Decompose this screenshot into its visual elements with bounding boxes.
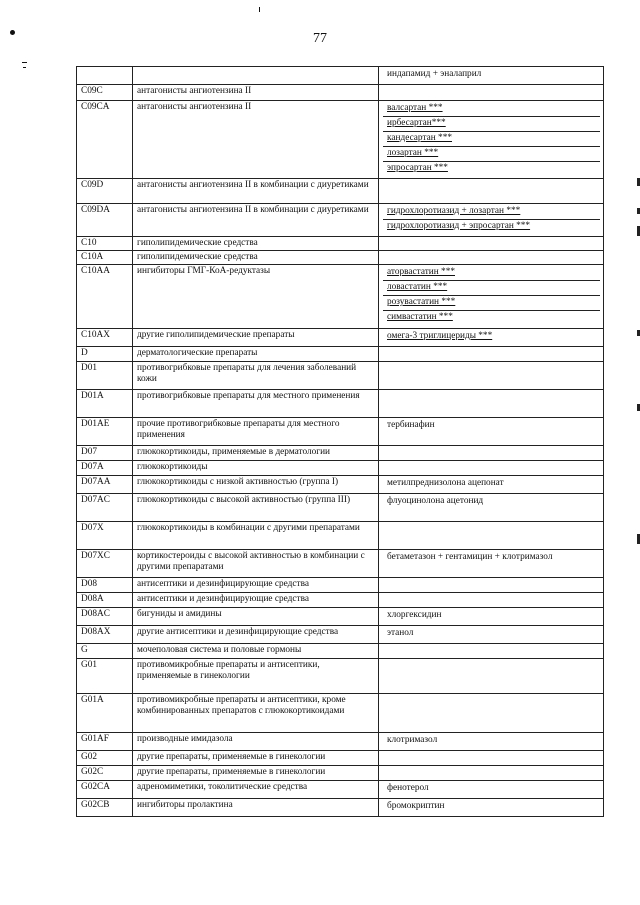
drug-names-cell: [379, 608, 604, 626]
drug-name: индапамид + эналаприл: [387, 69, 482, 79]
group-name-cell: гиполипидемические средства: [133, 251, 379, 265]
atc-code-cell: C10: [77, 237, 133, 251]
table-row: [77, 265, 604, 329]
drug-name: омега-3 триглицериды ***: [387, 331, 493, 341]
drug-names-cell: [379, 751, 604, 766]
drug-name: бромокриптин: [387, 801, 445, 811]
drug-name-line: [383, 132, 600, 147]
drug-names-cell: [379, 179, 604, 204]
drug-name-line: [383, 205, 600, 220]
drug-names-cell: [379, 578, 604, 593]
table-row: [77, 204, 604, 237]
group-name-cell: бигуниды и амидины: [133, 608, 379, 626]
table-row: [77, 494, 604, 522]
scan-speck: [259, 7, 260, 12]
table-row: [77, 237, 604, 251]
drug-name: валсартан ***: [387, 103, 443, 113]
drug-name-line: [383, 734, 600, 749]
atc-code-cell: G01AF: [77, 733, 133, 751]
atc-code-cell: D08: [77, 578, 133, 593]
drug-name: бетаметазон + гентамицин + клотримазол: [387, 552, 553, 562]
page-number: 77: [313, 31, 327, 46]
drug-name-line: [383, 147, 600, 162]
drug-name: симвастатин ***: [387, 312, 453, 322]
drug-name: клотримазол: [387, 735, 438, 745]
drug-names-cell: [379, 237, 604, 251]
drug-name: фенотерол: [387, 783, 429, 793]
drug-names-cell: [379, 85, 604, 101]
group-name-cell: другие препараты, применяемые в гинекологии: [133, 751, 379, 766]
atc-code-cell: D07AC: [77, 494, 133, 522]
table-row: [77, 101, 604, 179]
drug-name-line: [383, 296, 600, 311]
atc-code-cell: C10A: [77, 251, 133, 265]
drug-names-cell: [379, 446, 604, 461]
group-name-cell: дерматологические препараты: [133, 347, 379, 362]
table-row: [77, 781, 604, 799]
drug-name-line: [383, 330, 600, 345]
drug-names-cell: [379, 781, 604, 799]
atc-code-cell: G01: [77, 659, 133, 694]
drug-name: хлоргексидин: [387, 610, 442, 620]
drug-name-line: [383, 495, 600, 510]
atc-code-cell: C09D: [77, 179, 133, 204]
group-name-cell: противомикробные препараты и антисептики, применяемые в гинекологии: [133, 659, 379, 694]
atc-code-cell: D01A: [77, 390, 133, 418]
drug-name: этанол: [387, 628, 414, 638]
atc-code-cell: G02CA: [77, 781, 133, 799]
atc-code-cell: [77, 67, 133, 85]
table-row: [77, 608, 604, 626]
atc-code-cell: G02C: [77, 766, 133, 781]
drug-names-cell: [379, 550, 604, 578]
atc-code-cell: D07A: [77, 461, 133, 476]
atc-code-cell: C09CA: [77, 101, 133, 179]
atc-code-cell: D07XC: [77, 550, 133, 578]
atc-code-cell: G: [77, 644, 133, 659]
drug-name-line: [383, 477, 600, 492]
group-name-cell: противомикробные препараты и антисептики, кроме комбинированных препаратов с глюкокортикоидами: [133, 694, 379, 733]
table-row: [77, 593, 604, 608]
atc-code-cell: D01AE: [77, 418, 133, 446]
table-row: [77, 751, 604, 766]
table-row: [77, 347, 604, 362]
group-name-cell: ингибиторы ГМГ-КоА-редуктазы: [133, 265, 379, 329]
drug-names-cell: [379, 476, 604, 494]
drug-name: тербинафин: [387, 420, 435, 430]
drug-name: гидрохлоротиазид + лозартан ***: [387, 206, 521, 216]
drug-names-cell: [379, 251, 604, 265]
drug-names-cell: [379, 347, 604, 362]
drug-names-cell: [379, 362, 604, 390]
drug-name: ловастатин ***: [387, 282, 448, 292]
group-name-cell: антисептики и дезинфицирующие средства: [133, 578, 379, 593]
drug-names-cell: [379, 390, 604, 418]
group-name-cell: мочеполовая система и половые гормоны: [133, 644, 379, 659]
drug-names-cell: [379, 766, 604, 781]
drug-name-line: [383, 551, 600, 566]
drug-names-cell: [379, 67, 604, 85]
table-row: [77, 733, 604, 751]
group-name-cell: другие гиполипидемические препараты: [133, 329, 379, 347]
group-name-cell: антагонисты ангиотензина II: [133, 101, 379, 179]
drug-names-cell: [379, 694, 604, 733]
table-row: [77, 799, 604, 817]
drug-name: гидрохлоротиазид + эпросартан ***: [387, 221, 531, 231]
group-name-cell: адреномиметики, токолитические средства: [133, 781, 379, 799]
table-row: [77, 329, 604, 347]
table-row: [77, 179, 604, 204]
table-row: [77, 362, 604, 390]
atc-drug-table: [76, 66, 604, 817]
atc-code-cell: C10AX: [77, 329, 133, 347]
drug-name: метилпреднизолона ацепонат: [387, 478, 504, 488]
group-name-cell: глюкокортикоиды с высокой активностью (группа III): [133, 494, 379, 522]
drug-names-cell: [379, 733, 604, 751]
drug-name: лозартан ***: [387, 148, 439, 158]
drug-name-line: [383, 68, 600, 83]
table-row: [77, 626, 604, 644]
group-name-cell: ингибиторы пролактина: [133, 799, 379, 817]
drug-name-line: [383, 800, 600, 815]
atc-code-cell: D08AX: [77, 626, 133, 644]
table-row: [77, 390, 604, 418]
group-name-cell: глюкокортикоиды с низкой активностью (группа I): [133, 476, 379, 494]
table-row: [77, 476, 604, 494]
drug-name: кандесартан ***: [387, 133, 453, 143]
drug-names-cell: [379, 522, 604, 550]
drug-name: аторвастатин ***: [387, 267, 455, 277]
drug-name-line: [383, 782, 600, 797]
atc-table-body: [77, 67, 604, 817]
atc-code-cell: C09DA: [77, 204, 133, 237]
table-row: [77, 659, 604, 694]
atc-code-cell: D07AA: [77, 476, 133, 494]
group-name-cell: глюкокортикоиды, применяемые в дерматологии: [133, 446, 379, 461]
atc-code-cell: G02CB: [77, 799, 133, 817]
atc-code-cell: G02: [77, 751, 133, 766]
drug-name: флуоцинолона ацетонид: [387, 496, 484, 506]
group-name-cell: кортикостероиды с высокой активностью в комбинации с другими препаратами: [133, 550, 379, 578]
drug-name-line: [383, 609, 600, 624]
drug-names-cell: [379, 418, 604, 446]
table-row: [77, 85, 604, 101]
drug-name-line: [383, 266, 600, 281]
drug-name: розувастатин ***: [387, 297, 456, 307]
atc-code-cell: G01A: [77, 694, 133, 733]
drug-names-cell: [379, 799, 604, 817]
group-name-cell: антисептики и дезинфицирующие средства: [133, 593, 379, 608]
group-name-cell: глюкокортикоиды: [133, 461, 379, 476]
table-row: [77, 446, 604, 461]
group-name-cell: производные имидазола: [133, 733, 379, 751]
scan-speck: [22, 62, 27, 63]
atc-code-cell: D08AC: [77, 608, 133, 626]
drug-names-cell: [379, 626, 604, 644]
drug-names-cell: [379, 593, 604, 608]
table-row: [77, 644, 604, 659]
atc-code-cell: D01: [77, 362, 133, 390]
drug-name-line: [383, 117, 600, 132]
group-name-cell: антагонисты ангиотензина II в комбинации с диуретиками: [133, 204, 379, 237]
atc-code-cell: C09C: [77, 85, 133, 101]
atc-code-cell: D07X: [77, 522, 133, 550]
drug-name-line: [383, 102, 600, 117]
group-name-cell: противогрибковые препараты для лечения заболеваний кожи: [133, 362, 379, 390]
drug-name-line: [383, 311, 600, 326]
atc-code-cell: D07: [77, 446, 133, 461]
scan-speck: [23, 67, 26, 68]
group-name-cell: прочие противогрибковые препараты для местного применения: [133, 418, 379, 446]
group-name-cell: другие антисептики и дезинфицирующие средства: [133, 626, 379, 644]
drug-names-cell: [379, 644, 604, 659]
drug-names-cell: [379, 265, 604, 329]
drug-name-line: [383, 627, 600, 642]
drug-names-cell: [379, 461, 604, 476]
table-row: [77, 550, 604, 578]
drug-name: ирбесартан***: [387, 118, 446, 128]
table-row: [77, 766, 604, 781]
table-row: [77, 418, 604, 446]
table-row: [77, 251, 604, 265]
group-name-cell: [133, 67, 379, 85]
group-name-cell: глюкокортикоиды в комбинации с другими препаратами: [133, 522, 379, 550]
drug-name-line: [383, 162, 600, 177]
atc-code-cell: D: [77, 347, 133, 362]
drug-name-line: [383, 419, 600, 434]
group-name-cell: антагонисты ангиотензина II в комбинации с диуретиками: [133, 179, 379, 204]
group-name-cell: другие препараты, применяемые в гинекологии: [133, 766, 379, 781]
table-row: [77, 522, 604, 550]
drug-name-line: [383, 220, 600, 235]
atc-code-cell: D08A: [77, 593, 133, 608]
table-row: [77, 67, 604, 85]
group-name-cell: противогрибковые препараты для местного применения: [133, 390, 379, 418]
group-name-cell: гиполипидемические средства: [133, 237, 379, 251]
drug-names-cell: [379, 204, 604, 237]
table-row: [77, 578, 604, 593]
table-row: [77, 694, 604, 733]
table-row: [77, 461, 604, 476]
drug-name: эпросартан ***: [387, 163, 448, 173]
drug-names-cell: [379, 659, 604, 694]
group-name-cell: антагонисты ангиотензина II: [133, 85, 379, 101]
drug-names-cell: [379, 101, 604, 179]
drug-names-cell: [379, 494, 604, 522]
drug-names-cell: [379, 329, 604, 347]
atc-code-cell: C10AA: [77, 265, 133, 329]
drug-name-line: [383, 281, 600, 296]
